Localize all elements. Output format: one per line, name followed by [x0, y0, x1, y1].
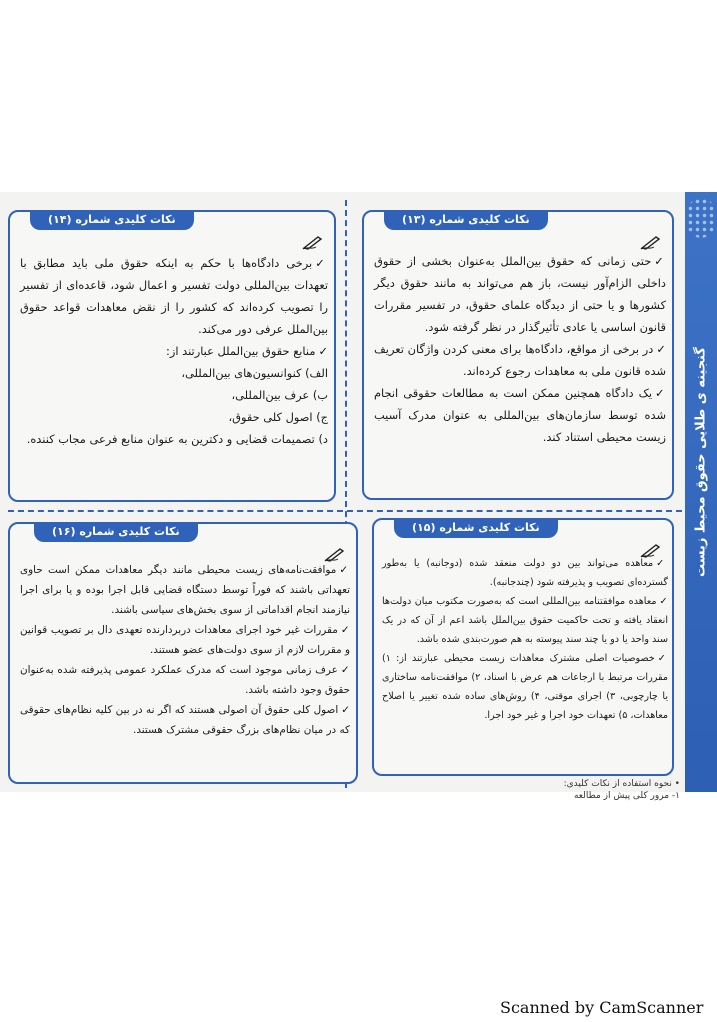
key-point: ✓منابع حقوق بین‌الملل عبارتند از: [166, 344, 328, 358]
chapter-sidebar [685, 192, 717, 792]
key-point: ✓موافقت‌نامه‌های زیست محیطی مانند دیگر معاهدات ممکن است حاوی تعهداتی باشند که فوراً توسط دستگاه قضایی قابل اجرا بوده و یا برای اجرا نیازمند انجام اقداماتی از سوی بخش‌های سیاسی باشند. [20, 564, 350, 616]
check-icon: ✓ [340, 624, 350, 636]
check-icon: ✓ [656, 342, 666, 356]
scanner-watermark: Scanned by CamScanner [500, 998, 704, 1017]
box-content [382, 554, 668, 725]
check-icon: ✓ [341, 704, 350, 716]
key-point: ✓خصوصیات اصلی مشترک معاهدات زیست محیطی عبارتند از: ۱) مقررات مرتبط با ارجاعات هم عرض با اسناد، ۲) موافقت‌نامه ساختاری یا چارچوبی، ۳) اجرای موقتی، ۴) روش‌های ساده شده تغییر یا اصلاح معاهدات، ۵) تعهدات خود اجرا و غیر خود اجرا. [382, 653, 668, 721]
check-icon: ✓ [315, 256, 328, 270]
key-points-box-16 [8, 522, 358, 784]
source-item: د) تصمیمات قضایی و دکترین به عنوان منابع فرعی مجاب کننده. [26, 432, 328, 446]
box-content [374, 250, 666, 448]
source-item: ج) اصول کلی حقوق، [228, 410, 328, 424]
key-point: ✓در برخی از مواقع، دادگاه‌ها برای معنی کردن واژگان تعریف شده قانون ملی به معاهدات رجوع کرده‌اند. [374, 342, 666, 378]
source-item: الف) کنوانسیون‌های بین‌المللی، [181, 366, 328, 380]
check-icon: ✓ [659, 596, 668, 607]
check-icon: ✓ [655, 386, 666, 400]
footnote [380, 778, 680, 802]
key-point: ✓مقررات غیر خود اجرای معاهدات دربردارنده تعهدی دال بر تصویب قوانین و مقررات لازم از سوی دولت‌های عضو هستند. [20, 624, 350, 656]
footnote-line: ۱- مرور کلی پیش از مطالعه [573, 791, 680, 801]
check-icon: ✓ [654, 254, 667, 268]
box-content [20, 560, 350, 740]
check-icon: ✓ [657, 653, 668, 664]
key-point: ✓عرف زمانی موجود است که مدرک عملکرد عمومی پذیرفته شده به‌عنوان حقوق وجود داشته باشد. [20, 664, 350, 696]
pen-icon [302, 234, 324, 250]
box-title: نکات کلیدی شماره (۱۳) [384, 210, 548, 230]
horizontal-divider [8, 510, 682, 512]
key-points-box-13 [362, 210, 674, 500]
book-page [0, 192, 717, 801]
ornament-pattern [687, 198, 715, 238]
key-point: ✓حتی زمانی که حقوق بین‌الملل به‌عنوان بخشی از حقوق داخلی الزام‌آور نیست، باز هم می‌تواند به مانند حقوق دیگر کشورها و یا حتی از دیدگاه علمای حقوق، در تفسیر مقررات قانون اساسی یا عادی تأثیرگذار در نظر گرفته شود. [374, 254, 667, 334]
check-icon: ✓ [340, 664, 350, 676]
sidebar-title: گنجینه ی طلایی حقوق محیط زیست [693, 347, 709, 577]
check-icon: ✓ [318, 344, 328, 358]
key-point: ✓برخی دادگاه‌ها با حکم به اینکه حقوق ملی باید مطابق با تعهدات بین‌المللی دولت تفسیر و اعمال شود، قاعده‌ای از تفسیر را تصویب کرده‌اند که کشور را از نقض معاهدات قواعد حقوق بین‌الملل عرفی دور می‌کند. [20, 256, 328, 336]
box-title: نکات کلیدی شماره (۱۶) [34, 522, 198, 542]
box-title: نکات کلیدی شماره (۱۵) [394, 518, 558, 538]
box-content [20, 252, 328, 450]
box-title: نکات کلیدی شماره (۱۴) [30, 210, 194, 230]
footnote-line: • نحوه استفاده از نکات کلیدی: [563, 779, 680, 789]
key-point: ✓معاهده موافقتنامه بین‌المللی است که به‌صورت مکتوب میان دولت‌ها انعقاد یافته و تحت حاکمیت حقوق بین‌الملل باشد اعم از آن که در یک سند واحد یا دو یا چند سند پیوسته به هم صورت‌بندی شده باشد. [382, 596, 668, 645]
check-icon: ✓ [339, 564, 350, 576]
pen-icon [640, 234, 662, 250]
check-icon: ✓ [656, 558, 668, 569]
key-point: ✓معاهده می‌تواند بین دو دولت منعقد شده (دوجانبه) یا به‌طور گسترده‌ای تصویب و پذیرفته شود (چندجانبه). [382, 558, 668, 588]
key-point: ✓اصول کلی حقوق آن اصولی هستند که اگر نه در بین کلیه نظام‌های حقوقی که در میان نظام‌های بزرگ حقوقی مشترک هستند. [20, 704, 350, 736]
source-item: ب) عرف بین‌المللی، [231, 388, 328, 402]
key-points-box-14 [8, 210, 336, 502]
key-point: ✓یک دادگاه همچنین ممکن است به مطالعات حقوقی انجام شده توسط سازمان‌های بین‌المللی به عنوان مدرک آسیب زیست محیطی استناد کند. [374, 386, 666, 444]
key-points-box-15 [372, 518, 674, 776]
